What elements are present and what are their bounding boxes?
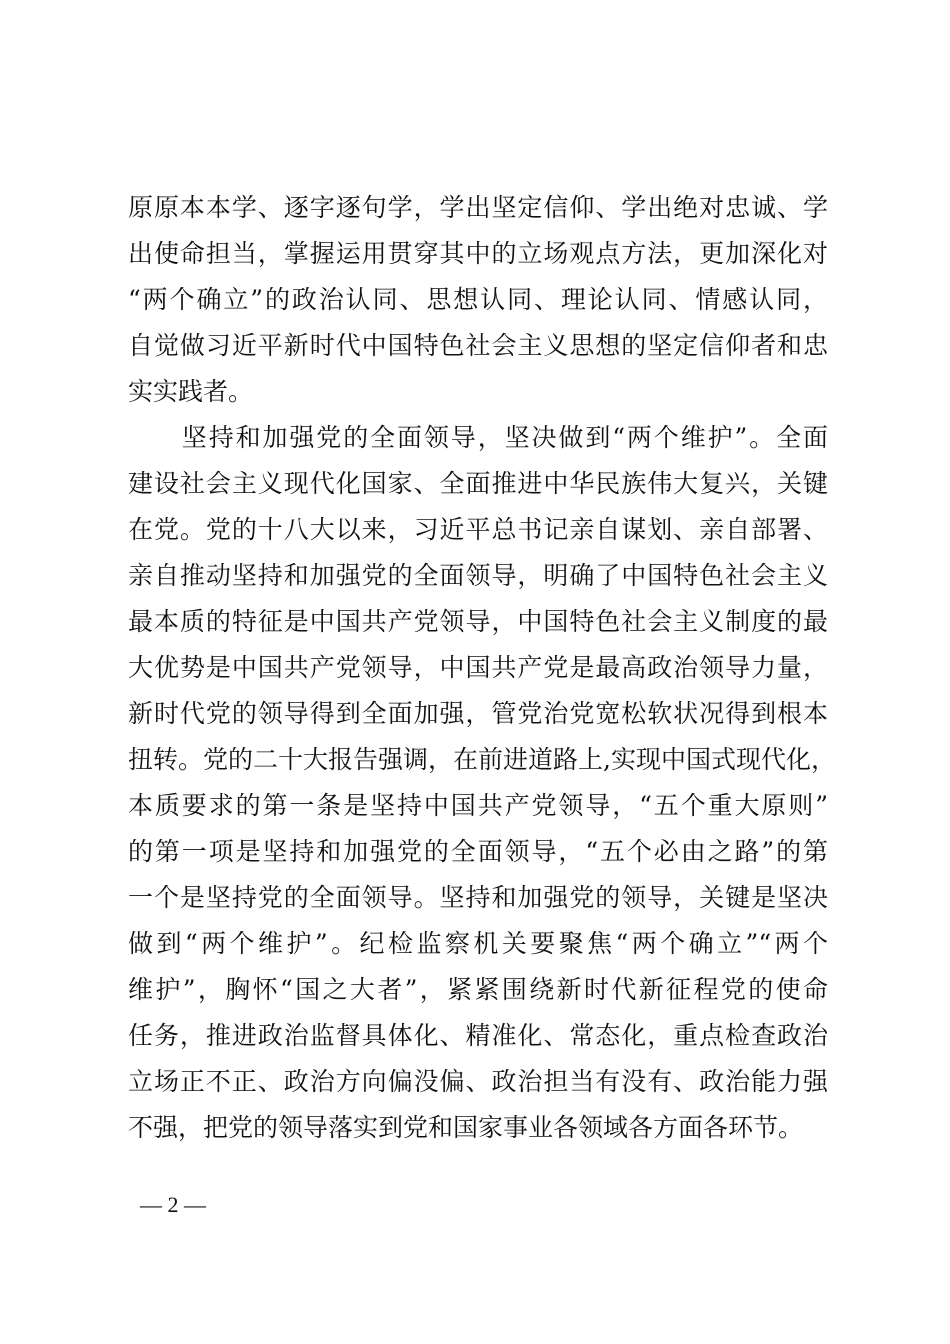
text-line: 建设社会主义现代化国家、全面推进中华民族伟大复兴，关键 <box>128 469 828 498</box>
paragraph-first-line: 坚持和加强党的全面领导，坚决做到“两个维护”。全面 <box>128 423 828 452</box>
text-line: 原原本本学、逐字逐句学，学出坚定信仰、学出绝对忠诚、学 <box>128 193 828 222</box>
text-line: 新时代党的领导得到全面加强，管党治党宽松软状况得到根本 <box>128 699 828 728</box>
text-line: 维护”，胸怀“国之大者”，紧紧围绕新时代新征程党的使命 <box>128 975 828 1004</box>
text-line: 立场正不正、政治方向偏没偏、政治担当有没有、政治能力强 <box>128 1067 828 1096</box>
text-line: 亲自推动坚持和加强党的全面领导，明确了中国特色社会主义 <box>128 561 828 590</box>
text-line: 出使命担当，掌握运用贯穿其中的立场观点方法，更加深化对 <box>128 239 828 268</box>
text-line: 扭转。党的二十大报告强调，在前进道路上,实现中国式现代化， <box>128 745 836 774</box>
text-line: 做到“两个维护”。纪检监察机关要聚焦“两个确立”“两个 <box>128 929 828 958</box>
text-line: 一个是坚持党的全面领导。坚持和加强党的领导，关键是坚决 <box>128 883 828 912</box>
text-line: 任务，推进政治监督具体化、精准化、常态化，重点检查政治 <box>128 1021 828 1050</box>
text-line: 实实践者。 <box>128 377 254 406</box>
text-line: 最本质的特征是中国共产党领导，中国特色社会主义制度的最 <box>128 607 828 636</box>
text-line: 在党。党的十八大以来，习近平总书记亲自谋划、亲自部署、 <box>128 515 828 544</box>
text-line: 自觉做习近平新时代中国特色社会主义思想的坚定信仰者和忠 <box>128 331 828 360</box>
text-line: 不强，把党的领导落实到党和国家事业各领域各方面各环节。 <box>128 1113 804 1142</box>
page-number: — 2 — <box>140 1192 206 1217</box>
text-line: 的第一项是坚持和加强党的全面领导，“五个必由之路”的第 <box>128 837 828 866</box>
text-line: “两个确立”的政治认同、思想认同、理论认同、情感认同， <box>128 285 828 314</box>
text-line: 本质要求的第一条是坚持中国共产党领导，“五个重大原则” <box>128 791 828 820</box>
text-line: 大优势是中国共产党领导，中国共产党是最高政治领导力量， <box>128 653 828 682</box>
